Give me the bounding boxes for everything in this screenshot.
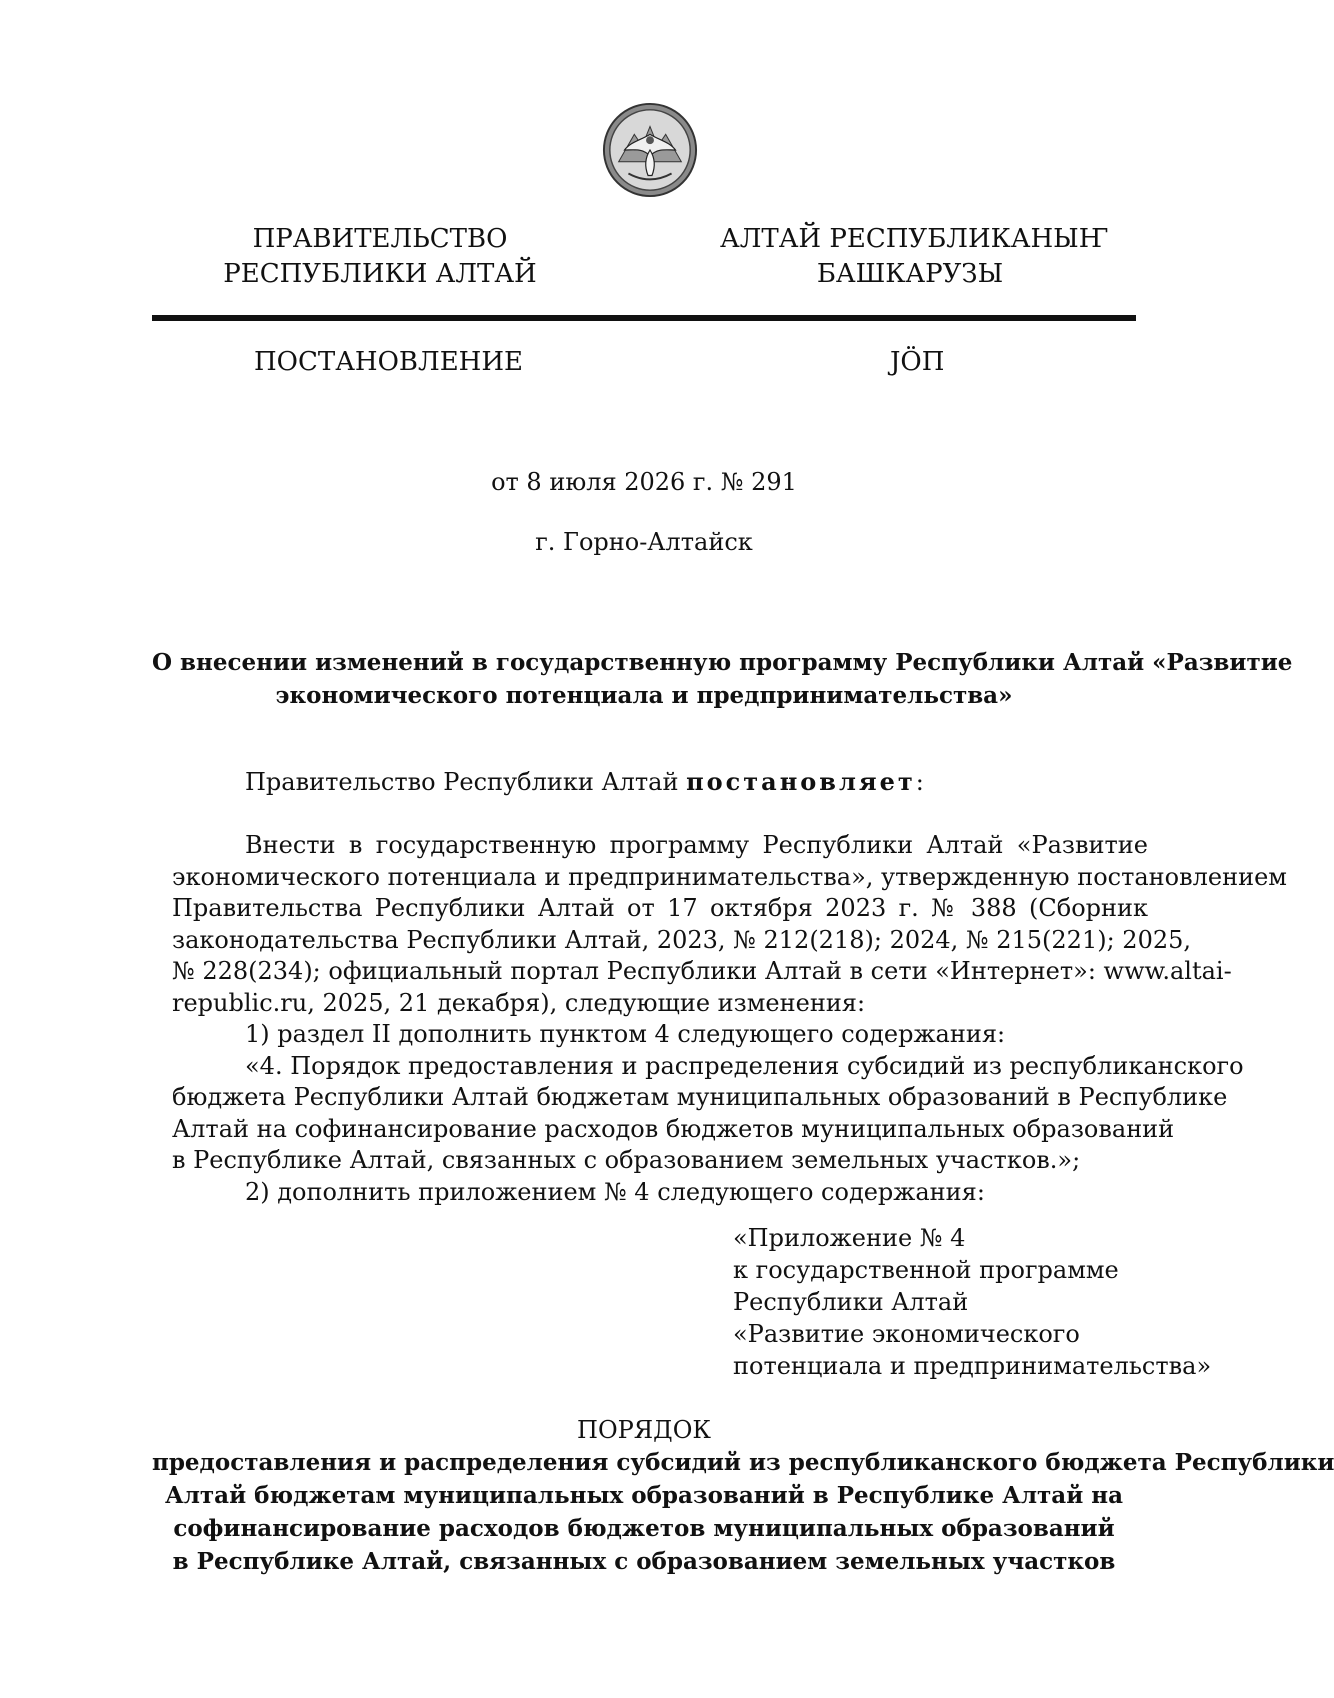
appendix-line-3: Республики Алтай <box>733 1288 969 1316</box>
appendix-reference <box>733 1222 1211 1382</box>
body-line: бюджета Республики Алтай бюджетам муниципальных образований в Республике <box>172 1083 1228 1111</box>
order-subtitle-line-3: софинансирование расходов бюджетов муниципальных образований <box>173 1515 1115 1542</box>
decree-suffix: : <box>915 768 924 796</box>
body-line: 2) дополнить приложением № 4 следующего содержания: <box>245 1177 985 1206</box>
decree-emphasis: постановляет <box>686 767 916 796</box>
document-title-line-2: экономического потенциала и предпринимательства» <box>275 682 1013 709</box>
body-line: законодательства Республики Алтай, 2023, № 212(218); 2024, № 215(221); 2025, <box>172 925 1192 954</box>
decree-statement <box>245 766 924 798</box>
header-left-line-1: ПРАВИТЕЛЬСТВО <box>252 224 508 254</box>
body-line: «4. Порядок предоставления и распределения субсидий из республиканского <box>245 1051 1244 1080</box>
body-line: 1) раздел II дополнить пунктом 4 следующего содержания: <box>245 1020 1006 1048</box>
order-subtitle-line-2: Алтай бюджетам муниципальных образований в Республике Алтай на <box>164 1482 1124 1509</box>
doc-type-russian: ПОСТАНОВЛЕНИЕ <box>254 347 524 377</box>
order-subtitle-line-1: предоставления и распределения субсидий из республиканского бюджета Республики <box>152 1449 1334 1476</box>
document-date-number: от 8 июля 2026 г. № 291 <box>491 468 797 496</box>
document-body <box>172 830 1287 1208</box>
body-line: Внести в государственную программу Республики Алтай «Развитие <box>245 831 1148 859</box>
body-line: экономического потенциала и предпринимательства», утвержденную постановлением <box>172 862 1287 891</box>
body-line: в Республике Алтай, связанных с образованием земельных участков.»; <box>172 1146 1081 1174</box>
appendix-line-4: «Развитие экономического <box>733 1320 1080 1348</box>
header-right-line-1: АЛТАЙ РЕСПУБЛИКАНЫҤ <box>720 224 1109 254</box>
appendix-line-1: «Приложение № 4 <box>733 1224 966 1252</box>
decree-prefix: Правительство Республики Алтай <box>245 768 687 796</box>
order-subtitle-line-4: в Республике Алтай, связанных с образованием земельных участков <box>172 1548 1116 1575</box>
body-line: Алтай на софинансирование расходов бюджетов муниципальных образований <box>172 1114 1175 1143</box>
order-heading: ПОРЯДОК <box>577 1416 711 1444</box>
body-line: republic.ru, 2025, 21 декабря), следующие изменения: <box>172 988 866 1017</box>
order-subtitle <box>152 1446 1334 1578</box>
header-right-line-2: БАШКАРУЗЫ <box>816 259 1004 289</box>
doc-type-altai: JӦП <box>890 347 945 377</box>
appendix-line-5: потенциала и предпринимательства» <box>733 1352 1212 1380</box>
header-left-line-2: РЕСПУБЛИКИ АЛТАЙ <box>223 259 537 289</box>
body-line: № 228(234); официальный портал Республики Алтай в сети «Интернет»: www.altai- <box>172 957 1232 985</box>
document-title <box>152 646 1293 712</box>
coat-of-arms-icon <box>601 101 699 199</box>
header-right <box>720 222 1109 292</box>
header-divider <box>152 315 1136 321</box>
document-title-line-1: О внесении изменений в государственную программу Республики Алтай «Развитие <box>152 649 1293 676</box>
document-city: г. Горно-Алтайск <box>535 528 753 556</box>
body-line: Правительства Республики Алтай от 17 октября 2023 г. № 388 (Сборник <box>172 894 1148 922</box>
header-left <box>200 222 560 292</box>
appendix-line-2: к государственной программе <box>733 1256 1119 1284</box>
